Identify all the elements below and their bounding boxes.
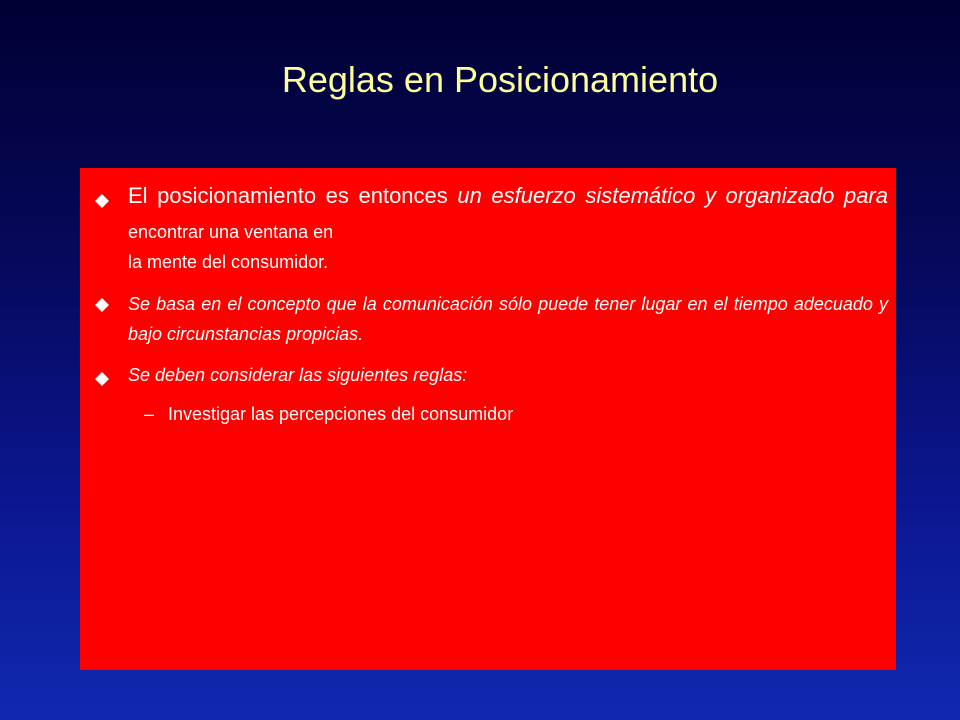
bullet-text: Se deben considerar las siguientes reglas:	[128, 365, 468, 385]
bullet-text-italic: un esfuerzo sistemático y organizado para	[457, 183, 888, 208]
diamond-bullet-icon	[94, 371, 110, 387]
sub-bullet-item	[144, 402, 513, 426]
bullet-text-part: encontrar una ventana en	[128, 222, 334, 242]
diamond-bullet-icon	[94, 193, 110, 209]
content-box	[80, 168, 896, 670]
bullet-text-part: El posicionamiento es entonces	[128, 183, 458, 208]
sub-bullet-text: Investigar las percepciones del consumidor	[168, 404, 514, 424]
bullet-text	[128, 179, 888, 275]
bullet-text: Se basa en el concepto que la comunicación sólo puede tener lugar en el tiempo adecuado y bajo circunstancias propicias.	[128, 294, 888, 344]
bullet-item	[94, 363, 888, 387]
dash-marker: –	[144, 404, 155, 424]
slide-title: Reglas en Posicionamiento	[281, 59, 719, 100]
bullet-text-part: la mente del consumidor.	[128, 252, 329, 272]
bullet-item	[94, 289, 888, 349]
diamond-bullet-icon	[94, 297, 110, 313]
bullet-item	[94, 179, 888, 275]
